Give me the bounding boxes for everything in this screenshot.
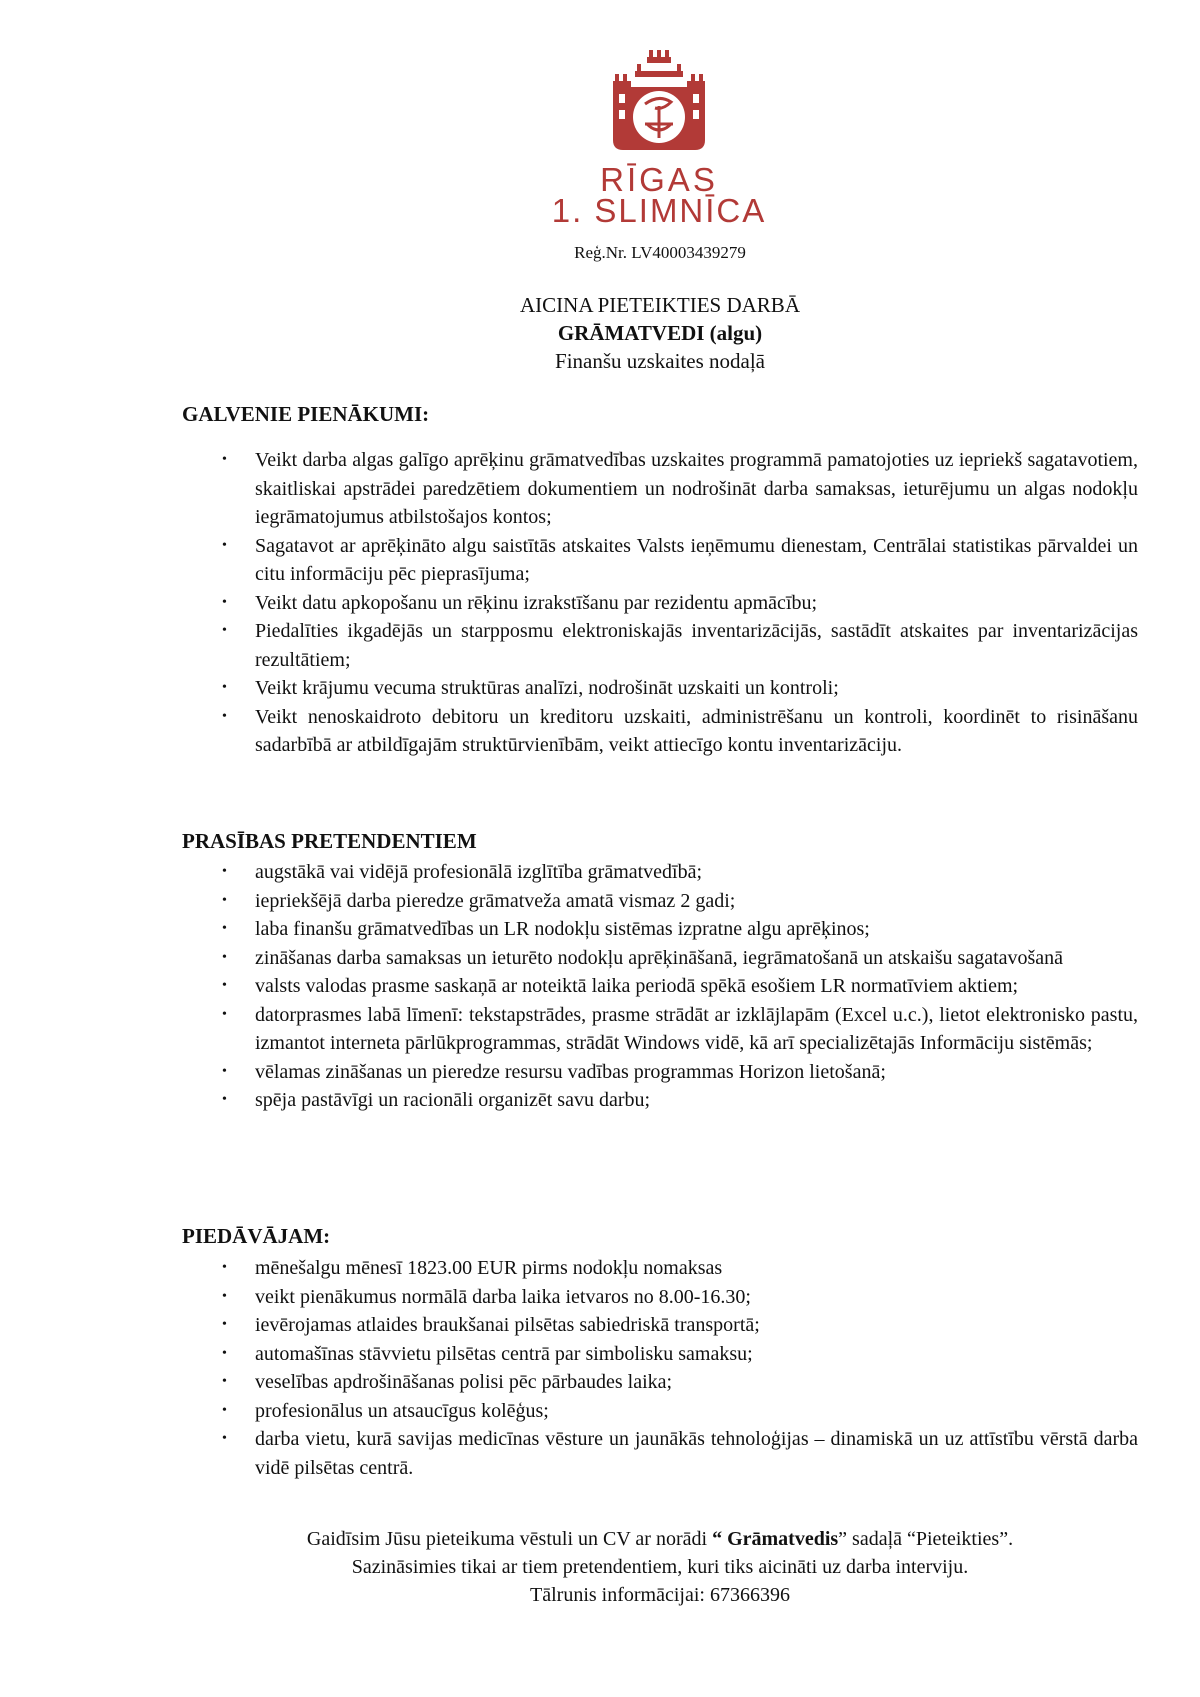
bullet-icon: •	[222, 1260, 227, 1275]
list-item	[182, 1086, 1138, 1115]
list-item-text: automašīnas stāvvietu pilsētas centrā par simbolisku samaksu;	[255, 1342, 753, 1365]
bullet-icon: •	[222, 978, 227, 993]
list-item	[182, 887, 1138, 916]
bullet-icon: •	[222, 623, 227, 638]
list-item-text: Sagatavot ar aprēķināto algu saistītās atskaites Valsts ieņēmumu dienestam, Centrālai statistikas pārvaldei un citu informāciju pēc pieprasījuma;	[255, 534, 1138, 585]
header-position: GRĀMATVEDI (algu)	[557, 321, 763, 345]
list-item	[182, 858, 1138, 887]
list-item	[182, 972, 1138, 1001]
bullet-icon: •	[222, 1288, 227, 1304]
list-item	[182, 617, 1138, 674]
castle-emblem-icon	[603, 44, 715, 156]
bullet-icon: •	[222, 1402, 227, 1418]
list-item-text: iepriekšējā darba pieredze grāmatveža amatā vismaz 2 gadi;	[255, 889, 736, 912]
list-item-text: veselības apdrošināšanas polisi pēc pārbaudes laika;	[255, 1371, 673, 1393]
bullet-icon: •	[222, 708, 227, 724]
list-item	[182, 1311, 1138, 1340]
list-item-text: veikt pienākumus normālā darba laika ietvaros no 8.00-16.30;	[255, 1285, 751, 1308]
list-item-text: darba vietu, kurā savijas medicīnas vēsture un jaunākās tehnoloģijas – dinamiskā un uz attīstību vērstā darba vidē pilsētas centrā.	[255, 1428, 1138, 1479]
bullet-icon: •	[222, 1374, 227, 1389]
list-item-text: laba finanšu grāmatvedības un LR nodokļu sistēmas izpratne algu aprēķinos;	[255, 918, 870, 940]
list-item-text: augstākā vai vidējā profesionālā izglītība grāmatvedībā;	[255, 861, 703, 883]
bullet-icon: •	[222, 594, 227, 610]
bullet-icon: •	[222, 537, 227, 553]
bullet-icon: •	[222, 452, 227, 467]
list-item	[182, 1058, 1138, 1087]
list-item	[182, 703, 1138, 760]
list-item	[182, 1368, 1138, 1397]
bullet-icon: •	[222, 1063, 227, 1079]
list-item	[182, 532, 1138, 589]
hospital-logo	[549, 44, 769, 229]
list-item	[182, 1425, 1138, 1482]
requirements-title: PRASĪBAS PRETENDENTIEM	[182, 829, 477, 853]
list-item	[182, 915, 1138, 944]
list-item-text: ievērojamas atlaides braukšanai pilsētas sabiedriskā transportā;	[255, 1314, 760, 1336]
list-item	[182, 674, 1138, 703]
bullet-icon: •	[222, 864, 227, 879]
bullet-icon: •	[222, 949, 227, 965]
bullet-icon: •	[222, 1345, 227, 1361]
list-item-text: Piedalīties ikgadējās un starpposmu elektroniskajās inventarizācijās, sastādīt atskaites par inventarizācijas rezultātiem;	[255, 620, 1138, 671]
footer-contact-note: Sazināsimies tikai ar tiem pretendentiem, kuri tiks aicināti uz darba interviju.	[351, 1556, 969, 1578]
list-item	[182, 1397, 1138, 1426]
duties-title: GALVENIE PIENĀKUMI:	[182, 402, 430, 426]
bullet-icon: •	[222, 680, 227, 695]
list-item-text: Veikt krājumu vecuma struktūras analīzi, nodrošināt uzskaiti un kontroli;	[255, 677, 839, 699]
list-item-text: vēlamas zināšanas un pieredze resursu vadības programmas Horizon lietošanā;	[255, 1060, 886, 1083]
bullet-icon: •	[222, 892, 227, 908]
offer-list	[182, 1254, 1138, 1482]
list-item-text: profesionālus un atsaucīgus kolēģus;	[255, 1399, 549, 1422]
header-invite: AICINA PIETEIKTIES DARBĀ	[520, 293, 800, 317]
logo-name-line1: RĪGAS	[600, 161, 718, 198]
list-item-text: valsts valodas prasme saskaņā ar noteiktā laika periodā spēkā esošiem LR normatīviem aktiem;	[255, 975, 1019, 997]
logo-name-line2: 1. SLIMNĪCA	[551, 192, 767, 229]
bullet-icon: •	[222, 921, 227, 936]
duties-list	[182, 446, 1138, 760]
list-item	[182, 1340, 1138, 1369]
list-item-text: Veikt nenoskaidroto debitoru un kreditoru uzskaiti, administrēšanu un kontroli, koordinēt to risināšanu sadarbībā ar atbildīgajām struktūrvienībām, veikt attiecīgo kontu inventarizāciju.	[255, 705, 1138, 756]
footer-keyword: “ Grāmatvedis	[712, 1528, 839, 1550]
list-item-text: Veikt darba algas galīgo aprēķinu grāmatvedības uzskaites programmā pamatojoties uz iepriekš sagatavotiem, skaitliskai apstrādei paredzētiem dokumentiem un nodrošināt darba samaksas, ieturējumu un algas nodokļu iegrāmatojumus atbilstošajos kontos;	[255, 449, 1138, 528]
bullet-icon: •	[222, 1006, 227, 1022]
bullet-icon: •	[222, 1092, 227, 1107]
list-item-text: zināšanas darba samaksas un ieturēto nodokļu aprēķināšanā, iegrāmatošanā un atskaišu sagatavošanā	[255, 946, 1064, 969]
list-item	[182, 1254, 1138, 1283]
list-item	[182, 1001, 1138, 1058]
list-item-text: mēnešalgu mēnesī 1823.00 EUR pirms nodokļu nomaksas	[255, 1257, 723, 1279]
footer-application-note	[0, 1528, 1200, 1551]
registration-number: Reģ.Nr. LV40003439279	[574, 243, 746, 262]
list-item-text: datorprasmes labā līmenī: tekstapstrādes, prasme strādāt ar izklājlapām (Excel u.c.), lietot elektronisko pastu, izmantot interneta pārlūkprogrammas, strādāt Windows vidē, kā arī specializētajās Informāciju sistēmās;	[255, 1003, 1138, 1054]
footer-text: Gaidīsim Jūsu pieteikuma vēstuli un CV ar norādi	[306, 1528, 713, 1550]
list-item-text: Veikt datu apkopošanu un rēķinu izrakstīšanu par rezidentu apmācību;	[255, 591, 818, 614]
list-item-text: spēja pastāvīgi un racionāli organizēt savu darbu;	[255, 1089, 651, 1111]
footer-phone: Tālrunis informācijai: 67366396	[530, 1584, 790, 1606]
list-item	[182, 446, 1138, 532]
offer-title: PIEDĀVĀJAM:	[182, 1224, 331, 1248]
list-item	[182, 589, 1138, 618]
footer-text: ” sadaļā “Pieteikties”.	[838, 1528, 1014, 1550]
bullet-icon: •	[222, 1317, 227, 1332]
bullet-icon: •	[222, 1431, 227, 1446]
list-item	[182, 1283, 1138, 1312]
header-department: Finanšu uzskaites nodaļā	[555, 349, 765, 373]
requirements-list	[182, 858, 1138, 1115]
list-item	[182, 944, 1138, 973]
